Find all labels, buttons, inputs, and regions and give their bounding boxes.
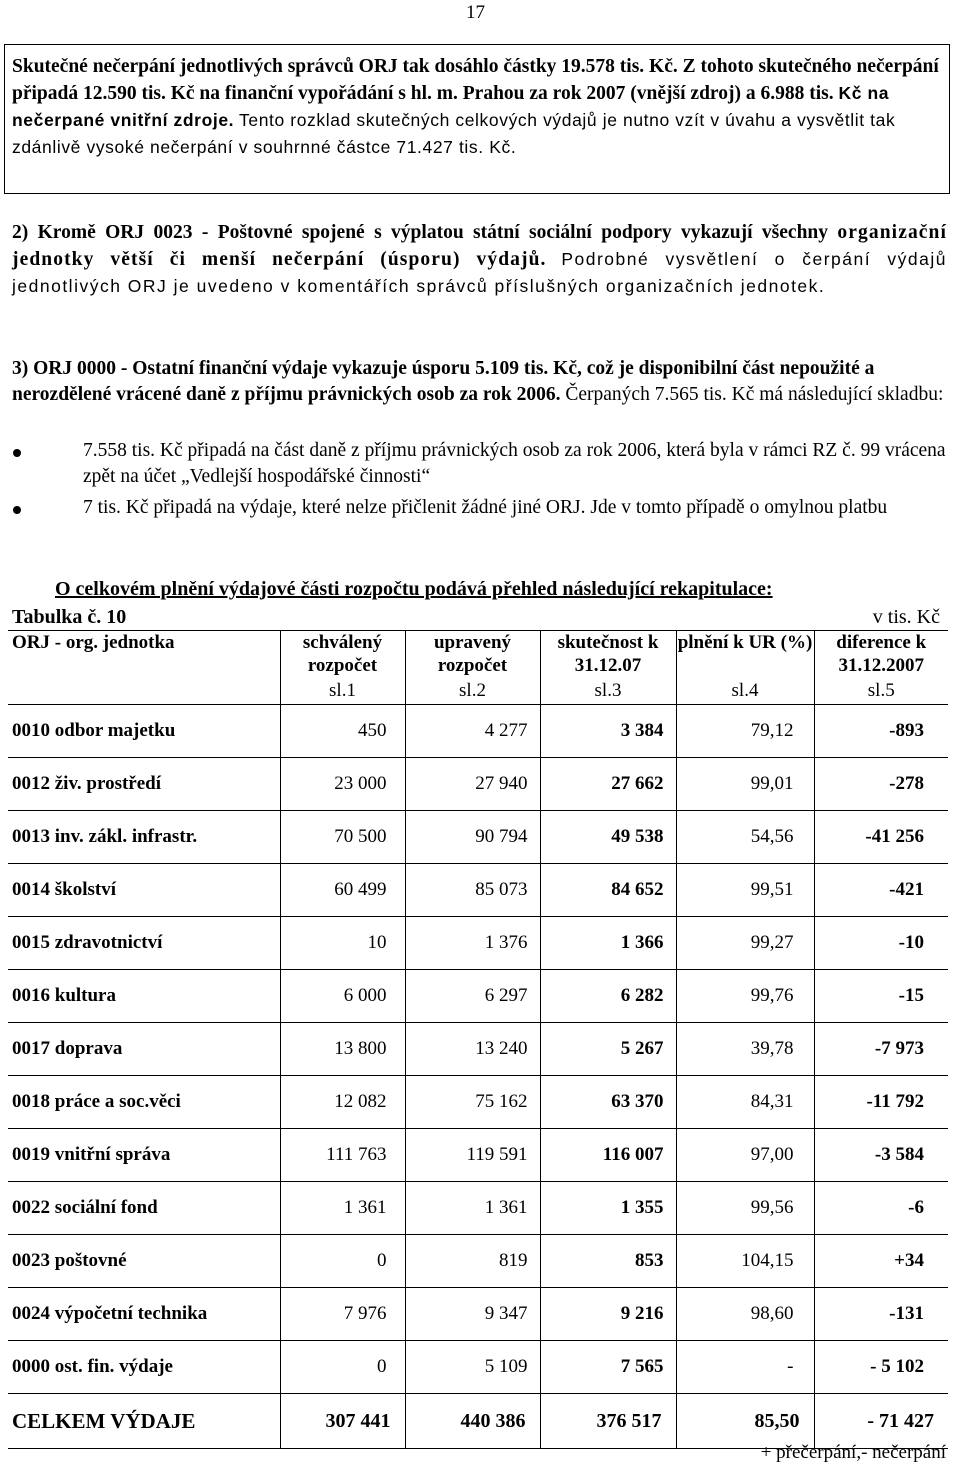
table-cell: -7 973 <box>814 1023 948 1076</box>
summary-bold-sans-text: Kč na nečerpané vnitřní zdroje. <box>12 83 890 130</box>
table-cell: -10 <box>814 917 948 970</box>
table-row <box>8 811 948 864</box>
table-row <box>8 1076 948 1129</box>
total-cell: - 71 427 <box>814 1394 948 1449</box>
row-label: 0019 vnitřní správa <box>8 1129 280 1182</box>
table-row <box>8 1288 948 1341</box>
row-label: 0023 poštovné <box>8 1235 280 1288</box>
table-cell: 13 240 <box>405 1023 540 1076</box>
summary-normal-text: Tento rozklad skutečných celkových výdajů je nutno vzít v úvahu a vysvětlit tak zdánlivě vysoké nečerpání v souhrnné částce 71.427 tis. Kč. <box>12 110 896 157</box>
table-cell: 1 361 <box>280 1182 405 1235</box>
table-header-row <box>8 631 948 678</box>
table-row <box>8 1023 948 1076</box>
total-cell: 440 386 <box>405 1394 540 1449</box>
table-cell: - 5 102 <box>814 1341 948 1394</box>
table-row <box>8 1129 948 1182</box>
table-row <box>8 917 948 970</box>
total-label: CELKEM VÝDAJE <box>8 1394 280 1449</box>
table-unit: v tis. Kč <box>872 606 940 628</box>
column-number-row <box>8 677 948 705</box>
paragraph-2-text: Podrobné vysvětlení o čerpání výdajů jednotlivých ORJ je uvedeno v komentářích správců příslušných organizačních jednotek. <box>12 249 947 296</box>
table-cell: 99,51 <box>676 864 814 917</box>
total-cell: 307 441 <box>280 1394 405 1449</box>
table-cell: -3 584 <box>814 1129 948 1182</box>
paragraph-3 <box>12 356 947 408</box>
table-row <box>8 758 948 811</box>
table-cell: 104,15 <box>676 1235 814 1288</box>
table-cell: 27 662 <box>540 758 676 811</box>
header-cell: schválený rozpočet <box>280 631 405 678</box>
table-cell: -278 <box>814 758 948 811</box>
total-cell: 376 517 <box>540 1394 676 1449</box>
table-cell: 0 <box>280 1235 405 1288</box>
table-cell: 5 267 <box>540 1023 676 1076</box>
table-cell: 27 940 <box>405 758 540 811</box>
header-cell: plnění k UR (%) <box>676 631 814 678</box>
section-heading: O celkovém plnění výdajové části rozpočtu podává přehled následující rekapitulace: <box>55 578 773 600</box>
table-title: Tabulka č. 10 <box>12 606 127 628</box>
table-cell: 97,00 <box>676 1129 814 1182</box>
table-cell: 450 <box>280 705 405 758</box>
row-label: 0014 školství <box>8 864 280 917</box>
total-row <box>8 1394 948 1449</box>
table-cell: 85 073 <box>405 864 540 917</box>
table-cell: 6 282 <box>540 970 676 1023</box>
column-number: sl.2 <box>405 677 540 705</box>
table-cell: 99,76 <box>676 970 814 1023</box>
row-label: 0013 inv. zákl. infrastr. <box>8 811 280 864</box>
page-number: 17 <box>466 2 485 23</box>
table-cell: 54,56 <box>676 811 814 864</box>
table-cell: +34 <box>814 1235 948 1288</box>
table-cell: -15 <box>814 970 948 1023</box>
table-cell: 119 591 <box>405 1129 540 1182</box>
table-cell: 7 976 <box>280 1288 405 1341</box>
table-cell: -893 <box>814 705 948 758</box>
bullet-item <box>83 438 948 490</box>
paragraph-2 <box>12 220 947 300</box>
table-cell: 6 297 <box>405 970 540 1023</box>
table-cell: 13 800 <box>280 1023 405 1076</box>
table-row <box>8 1341 948 1394</box>
table-cell: 12 082 <box>280 1076 405 1129</box>
row-label: 0016 kultura <box>8 970 280 1023</box>
table-cell: 111 763 <box>280 1129 405 1182</box>
header-cell: diference k 31.12.2007 <box>814 631 948 678</box>
table-cell: 5 109 <box>405 1341 540 1394</box>
bullet-icon <box>13 506 21 514</box>
table-row <box>8 1182 948 1235</box>
table-cell: 819 <box>405 1235 540 1288</box>
row-label: 0017 doprava <box>8 1023 280 1076</box>
column-number: sl.1 <box>280 677 405 705</box>
table-cell: 9 216 <box>540 1288 676 1341</box>
table-cell: -41 256 <box>814 811 948 864</box>
table-cell: 70 500 <box>280 811 405 864</box>
table-cell: 1 355 <box>540 1182 676 1235</box>
table-row <box>8 1235 948 1288</box>
table-row <box>8 864 948 917</box>
budget-table <box>8 630 948 1449</box>
table-cell: 84,31 <box>676 1076 814 1129</box>
table-cell: -11 792 <box>814 1076 948 1129</box>
table-cell: 99,56 <box>676 1182 814 1235</box>
header-cell: upravený rozpočet <box>405 631 540 678</box>
row-label: 0022 sociální fond <box>8 1182 280 1235</box>
row-label: 0024 výpočetní technika <box>8 1288 280 1341</box>
bullet-text: 7 tis. Kč připadá na výdaje, které nelze přičlenit žádné jiné ORJ. Jde v tomto případě o omylnou platbu <box>83 497 888 518</box>
row-label: 0012 živ. prostředí <box>8 758 280 811</box>
column-number: sl.5 <box>814 677 948 705</box>
table-cell: 1 361 <box>405 1182 540 1235</box>
table-cell: 116 007 <box>540 1129 676 1182</box>
row-label: 0015 zdravotnictví <box>8 917 280 970</box>
column-number: sl.3 <box>540 677 676 705</box>
table-cell: 79,12 <box>676 705 814 758</box>
bullet-item <box>83 495 948 521</box>
table-row <box>8 970 948 1023</box>
table-cell: 7 565 <box>540 1341 676 1394</box>
table-cell: 84 652 <box>540 864 676 917</box>
table-cell: -6 <box>814 1182 948 1235</box>
table-cell: 60 499 <box>280 864 405 917</box>
table-note: + přečerpání,- nečerpání <box>760 1442 946 1463</box>
row-label: 0018 práce a soc.věci <box>8 1076 280 1129</box>
paragraph-3-bold: 3) ORJ 0000 - Ostatní finanční výdaje vykazuje úsporu 5.109 tis. Kč, což je disponibilní část nepoužité a nerozdělené vrácené daně z příjmu právnických osob za rok 2006. <box>12 358 875 405</box>
table-cell: - <box>676 1341 814 1394</box>
table-cell: 63 370 <box>540 1076 676 1129</box>
total-cell: 85,50 <box>676 1394 814 1449</box>
table-cell: 39,78 <box>676 1023 814 1076</box>
column-number: sl.4 <box>676 677 814 705</box>
table-cell: 10 <box>280 917 405 970</box>
bullet-icon <box>13 449 21 457</box>
paragraph-2-bold-cont: organizační jednotky větší či menší nečerpání (úsporu) výdajů. <box>12 222 948 270</box>
table-cell: 4 277 <box>405 705 540 758</box>
summary-bold-text: Skutečné nečerpání jednotlivých správců ORJ tak dosáhlo částky 19.578 tis. Kč. Z tohoto skutečného nečerpání připadá 12.590 tis. Kč na finanční vypořádání s hl. m. Prahou za rok 2007 (vnější zdroj) a 6.988 tis. <box>12 56 939 104</box>
table-row <box>8 705 948 758</box>
header-cell: skutečnost k 31.12.07 <box>540 631 676 678</box>
table-cell: 90 794 <box>405 811 540 864</box>
table-cell: 853 <box>540 1235 676 1288</box>
table-cell: 99,27 <box>676 917 814 970</box>
paragraph-3-text: Čerpaných 7.565 tis. Kč má následující skladbu: <box>565 384 944 405</box>
table-cell: 75 162 <box>405 1076 540 1129</box>
row-label: 0010 odbor majetku <box>8 705 280 758</box>
summary-box <box>4 44 950 194</box>
table-cell: 1 366 <box>540 917 676 970</box>
header-cell: ORJ - org. jednotka <box>8 631 280 678</box>
table-cell: -421 <box>814 864 948 917</box>
table-cell: -131 <box>814 1288 948 1341</box>
table-cell: 6 000 <box>280 970 405 1023</box>
table-cell: 99,01 <box>676 758 814 811</box>
table-cell: 1 376 <box>405 917 540 970</box>
table-cell: 98,60 <box>676 1288 814 1341</box>
paragraph-2-bold: 2) Kromě ORJ 0023 - Poštovné spojené s výplatou státní sociální podpory vykazují všechny <box>12 222 829 243</box>
row-label: 0000 ost. fin. výdaje <box>8 1341 280 1394</box>
bullet-text: 7.558 tis. Kč připadá na část daně z příjmu právnických osob za rok 2006, která byla v rámci RZ č. 99 vrácena zpět na účet „Vedlejší hospodářské činnosti“ <box>83 440 946 487</box>
table-cell: 49 538 <box>540 811 676 864</box>
table-cell: 3 384 <box>540 705 676 758</box>
table-cell: 9 347 <box>405 1288 540 1341</box>
table-cell: 23 000 <box>280 758 405 811</box>
table-cell: 0 <box>280 1341 405 1394</box>
table-body <box>8 705 948 1394</box>
